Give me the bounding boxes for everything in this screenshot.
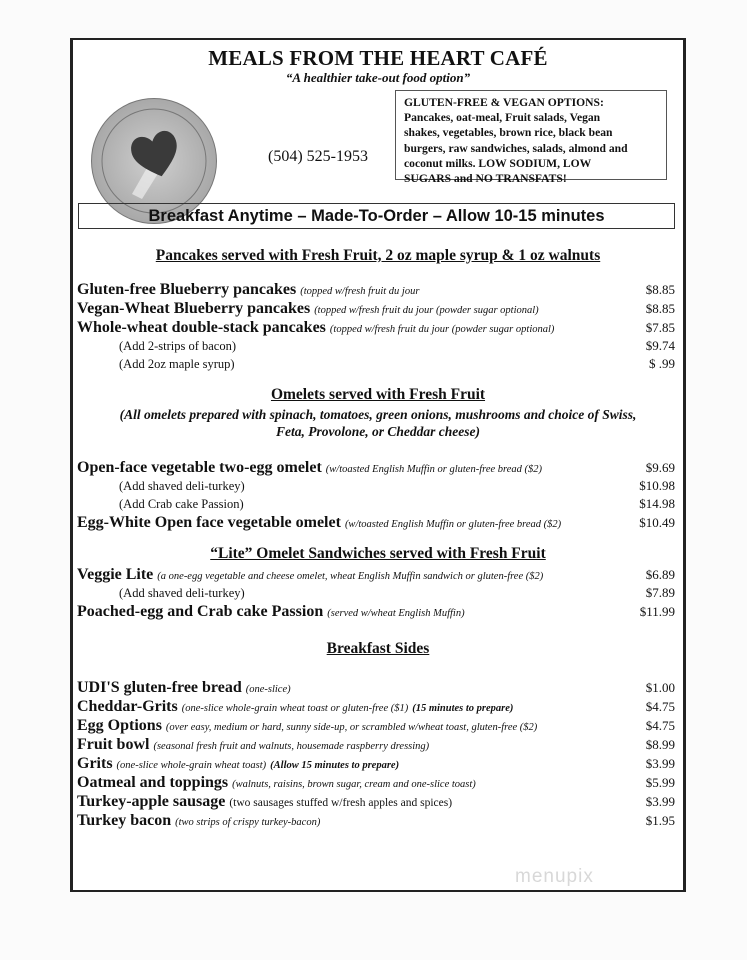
options-line: shakes, vegetables, brown rice, black bean bbox=[404, 126, 613, 140]
gluten-free-vegan-options-box bbox=[395, 90, 667, 186]
lite-list bbox=[77, 565, 675, 621]
item-price: $7.89 bbox=[645, 585, 675, 600]
addon-name: (Add shaved deli-turkey) bbox=[119, 586, 245, 600]
item-desc: (w/toasted English Muffin or gluten-free bread ($2) bbox=[344, 519, 562, 530]
item-name: UDI'S gluten-free bread bbox=[77, 679, 242, 696]
item-name: Cheddar-Grits bbox=[77, 698, 178, 715]
item-desc: (walnuts, raisins, brown sugar, cream and one-slice toast) bbox=[232, 779, 476, 790]
addon-name: (Add 2-strips of bacon) bbox=[119, 339, 236, 353]
addon-name: (Add 2oz maple syrup) bbox=[119, 357, 235, 371]
menu-addon bbox=[77, 337, 675, 355]
item-price: $6.89 bbox=[645, 567, 675, 582]
item-price: $8.85 bbox=[645, 282, 675, 297]
menu-item bbox=[77, 792, 675, 811]
note-line: Feta, Provolone, or Cheddar cheese) bbox=[276, 424, 480, 439]
item-note: (15 minutes to prepare) bbox=[412, 703, 514, 714]
omelets-list bbox=[77, 458, 675, 532]
item-desc: (two sausages stuffed w/fresh apples and spices) bbox=[229, 797, 453, 809]
item-desc: (one-slice whole-grain wheat toast) bbox=[116, 760, 267, 771]
item-price: $3.99 bbox=[645, 794, 675, 809]
lite-heading: “Lite” Omelet Sandwiches served with Fresh Fruit bbox=[210, 545, 546, 562]
menu-item bbox=[77, 697, 675, 716]
options-line: burgers, raw sandwiches, salads, almond and bbox=[404, 141, 628, 155]
item-price: $7.85 bbox=[645, 320, 675, 335]
sides-heading: Breakfast Sides bbox=[326, 640, 430, 657]
item-price: $4.75 bbox=[645, 718, 675, 733]
item-price: $11.99 bbox=[639, 604, 675, 619]
item-desc: (a one-egg vegetable and cheese omelet, wheat English Muffin sandwich or gluten-free ($2) bbox=[157, 571, 544, 582]
item-price: $8.99 bbox=[645, 737, 675, 752]
item-price: $10.98 bbox=[639, 478, 675, 493]
item-name: Veggie Lite bbox=[77, 566, 154, 583]
item-name: Egg-White Open face vegetable omelet bbox=[77, 514, 341, 531]
item-name: Whole-wheat double-stack pancakes bbox=[77, 319, 326, 336]
item-price: $1.95 bbox=[645, 813, 675, 828]
menu-item bbox=[77, 299, 675, 318]
menu-item bbox=[77, 280, 675, 299]
breakfast-banner: Breakfast Anytime – Made-To-Order – Allow 10-15 minutes bbox=[78, 203, 675, 229]
item-name: Vegan-Wheat Blueberry pancakes bbox=[77, 300, 311, 317]
menu-item bbox=[77, 458, 675, 477]
options-line: coconut milks. LOW SODIUM, LOW bbox=[404, 156, 592, 170]
cafe-title: MEALS FROM THE HEART CAFÉ bbox=[208, 46, 548, 70]
pancakes-heading: Pancakes served with Fresh Fruit, 2 oz maple syrup & 1 oz walnuts bbox=[155, 247, 601, 264]
tagline: “A healthier take-out food option” bbox=[285, 70, 471, 85]
options-line: Pancakes, oat-meal, Fruit salads, Vegan bbox=[404, 111, 601, 125]
item-desc: (two strips of crispy turkey-bacon) bbox=[175, 817, 321, 828]
item-price: $10.49 bbox=[639, 515, 675, 530]
addon-name: (Add Crab cake Passion) bbox=[119, 497, 244, 511]
item-price: $8.85 bbox=[645, 301, 675, 316]
addon-name: (Add shaved deli-turkey) bbox=[119, 479, 245, 493]
menu-item bbox=[77, 754, 675, 773]
item-name: Turkey bacon bbox=[77, 812, 172, 829]
menu-item bbox=[77, 735, 675, 754]
watermark: menupix bbox=[515, 866, 594, 887]
item-name: Fruit bowl bbox=[77, 736, 150, 753]
item-name: Grits bbox=[77, 755, 113, 772]
omelets-heading: Omelets served with Fresh Fruit bbox=[270, 386, 486, 403]
item-price: $1.00 bbox=[645, 680, 675, 695]
item-name: Oatmeal and toppings bbox=[77, 774, 229, 791]
item-price: $3.99 bbox=[645, 756, 675, 771]
menu-addon bbox=[77, 477, 675, 495]
item-price: $9.69 bbox=[645, 460, 675, 475]
note-line: (All omelets prepared with spinach, tomatoes, green onions, mushrooms and choice of Swiss, bbox=[119, 407, 637, 422]
menu-addon bbox=[77, 355, 675, 373]
item-price: $9.74 bbox=[645, 338, 675, 353]
phone-number: (504) 525-1953 bbox=[268, 148, 368, 165]
item-desc: (seasonal fresh fruit and walnuts, housemade raspberry dressing) bbox=[153, 741, 430, 752]
item-name: Gluten-free Blueberry pancakes bbox=[77, 281, 297, 298]
item-name: Turkey-apple sausage bbox=[77, 793, 226, 810]
item-desc: (topped w/fresh fruit du jour bbox=[300, 286, 420, 297]
menu-item bbox=[77, 678, 675, 697]
menu-item bbox=[77, 318, 675, 337]
menu-item bbox=[77, 716, 675, 735]
item-desc: (over easy, medium or hard, sunny side-up, or scrambled w/wheat toast, gluten-free ($2) bbox=[165, 722, 538, 733]
item-name: Poached-egg and Crab cake Passion bbox=[77, 603, 324, 620]
options-line: SUGARS and NO TRANSFATS! bbox=[404, 172, 567, 186]
sides-list bbox=[77, 678, 675, 830]
pancakes-list bbox=[77, 280, 675, 373]
item-note: (Allow 15 minutes to prepare) bbox=[270, 760, 400, 771]
options-line: GLUTEN-FREE & VEGAN OPTIONS: bbox=[404, 96, 604, 109]
item-price: $5.99 bbox=[645, 775, 675, 790]
menu-item bbox=[77, 773, 675, 792]
menu-item bbox=[77, 602, 675, 621]
heart-icon bbox=[130, 129, 182, 181]
item-desc: (served w/wheat English Muffin) bbox=[327, 608, 465, 619]
item-price: $4.75 bbox=[645, 699, 675, 714]
item-desc: (one-slice whole-grain wheat toast or gluten-free ($1) bbox=[181, 703, 409, 714]
menu-addon bbox=[77, 584, 675, 602]
menu-item bbox=[77, 811, 675, 830]
item-desc: (topped w/fresh fruit du jour (powder sugar optional) bbox=[329, 324, 555, 335]
menu-frame bbox=[70, 38, 686, 892]
menu-addon bbox=[77, 495, 675, 513]
menu-item bbox=[77, 513, 675, 532]
item-name: Open-face vegetable two-egg omelet bbox=[77, 459, 322, 476]
item-name: Egg Options bbox=[77, 717, 162, 734]
item-desc: (one-slice) bbox=[245, 684, 291, 695]
menu-item bbox=[77, 565, 675, 584]
item-desc: (topped w/fresh fruit du jour (powder sugar optional) bbox=[314, 305, 539, 316]
item-desc: (w/toasted English Muffin or gluten-free bread ($2) bbox=[325, 464, 542, 475]
item-price: $14.98 bbox=[639, 496, 675, 511]
item-price: $ .99 bbox=[649, 356, 675, 371]
omelets-note bbox=[73, 406, 683, 440]
